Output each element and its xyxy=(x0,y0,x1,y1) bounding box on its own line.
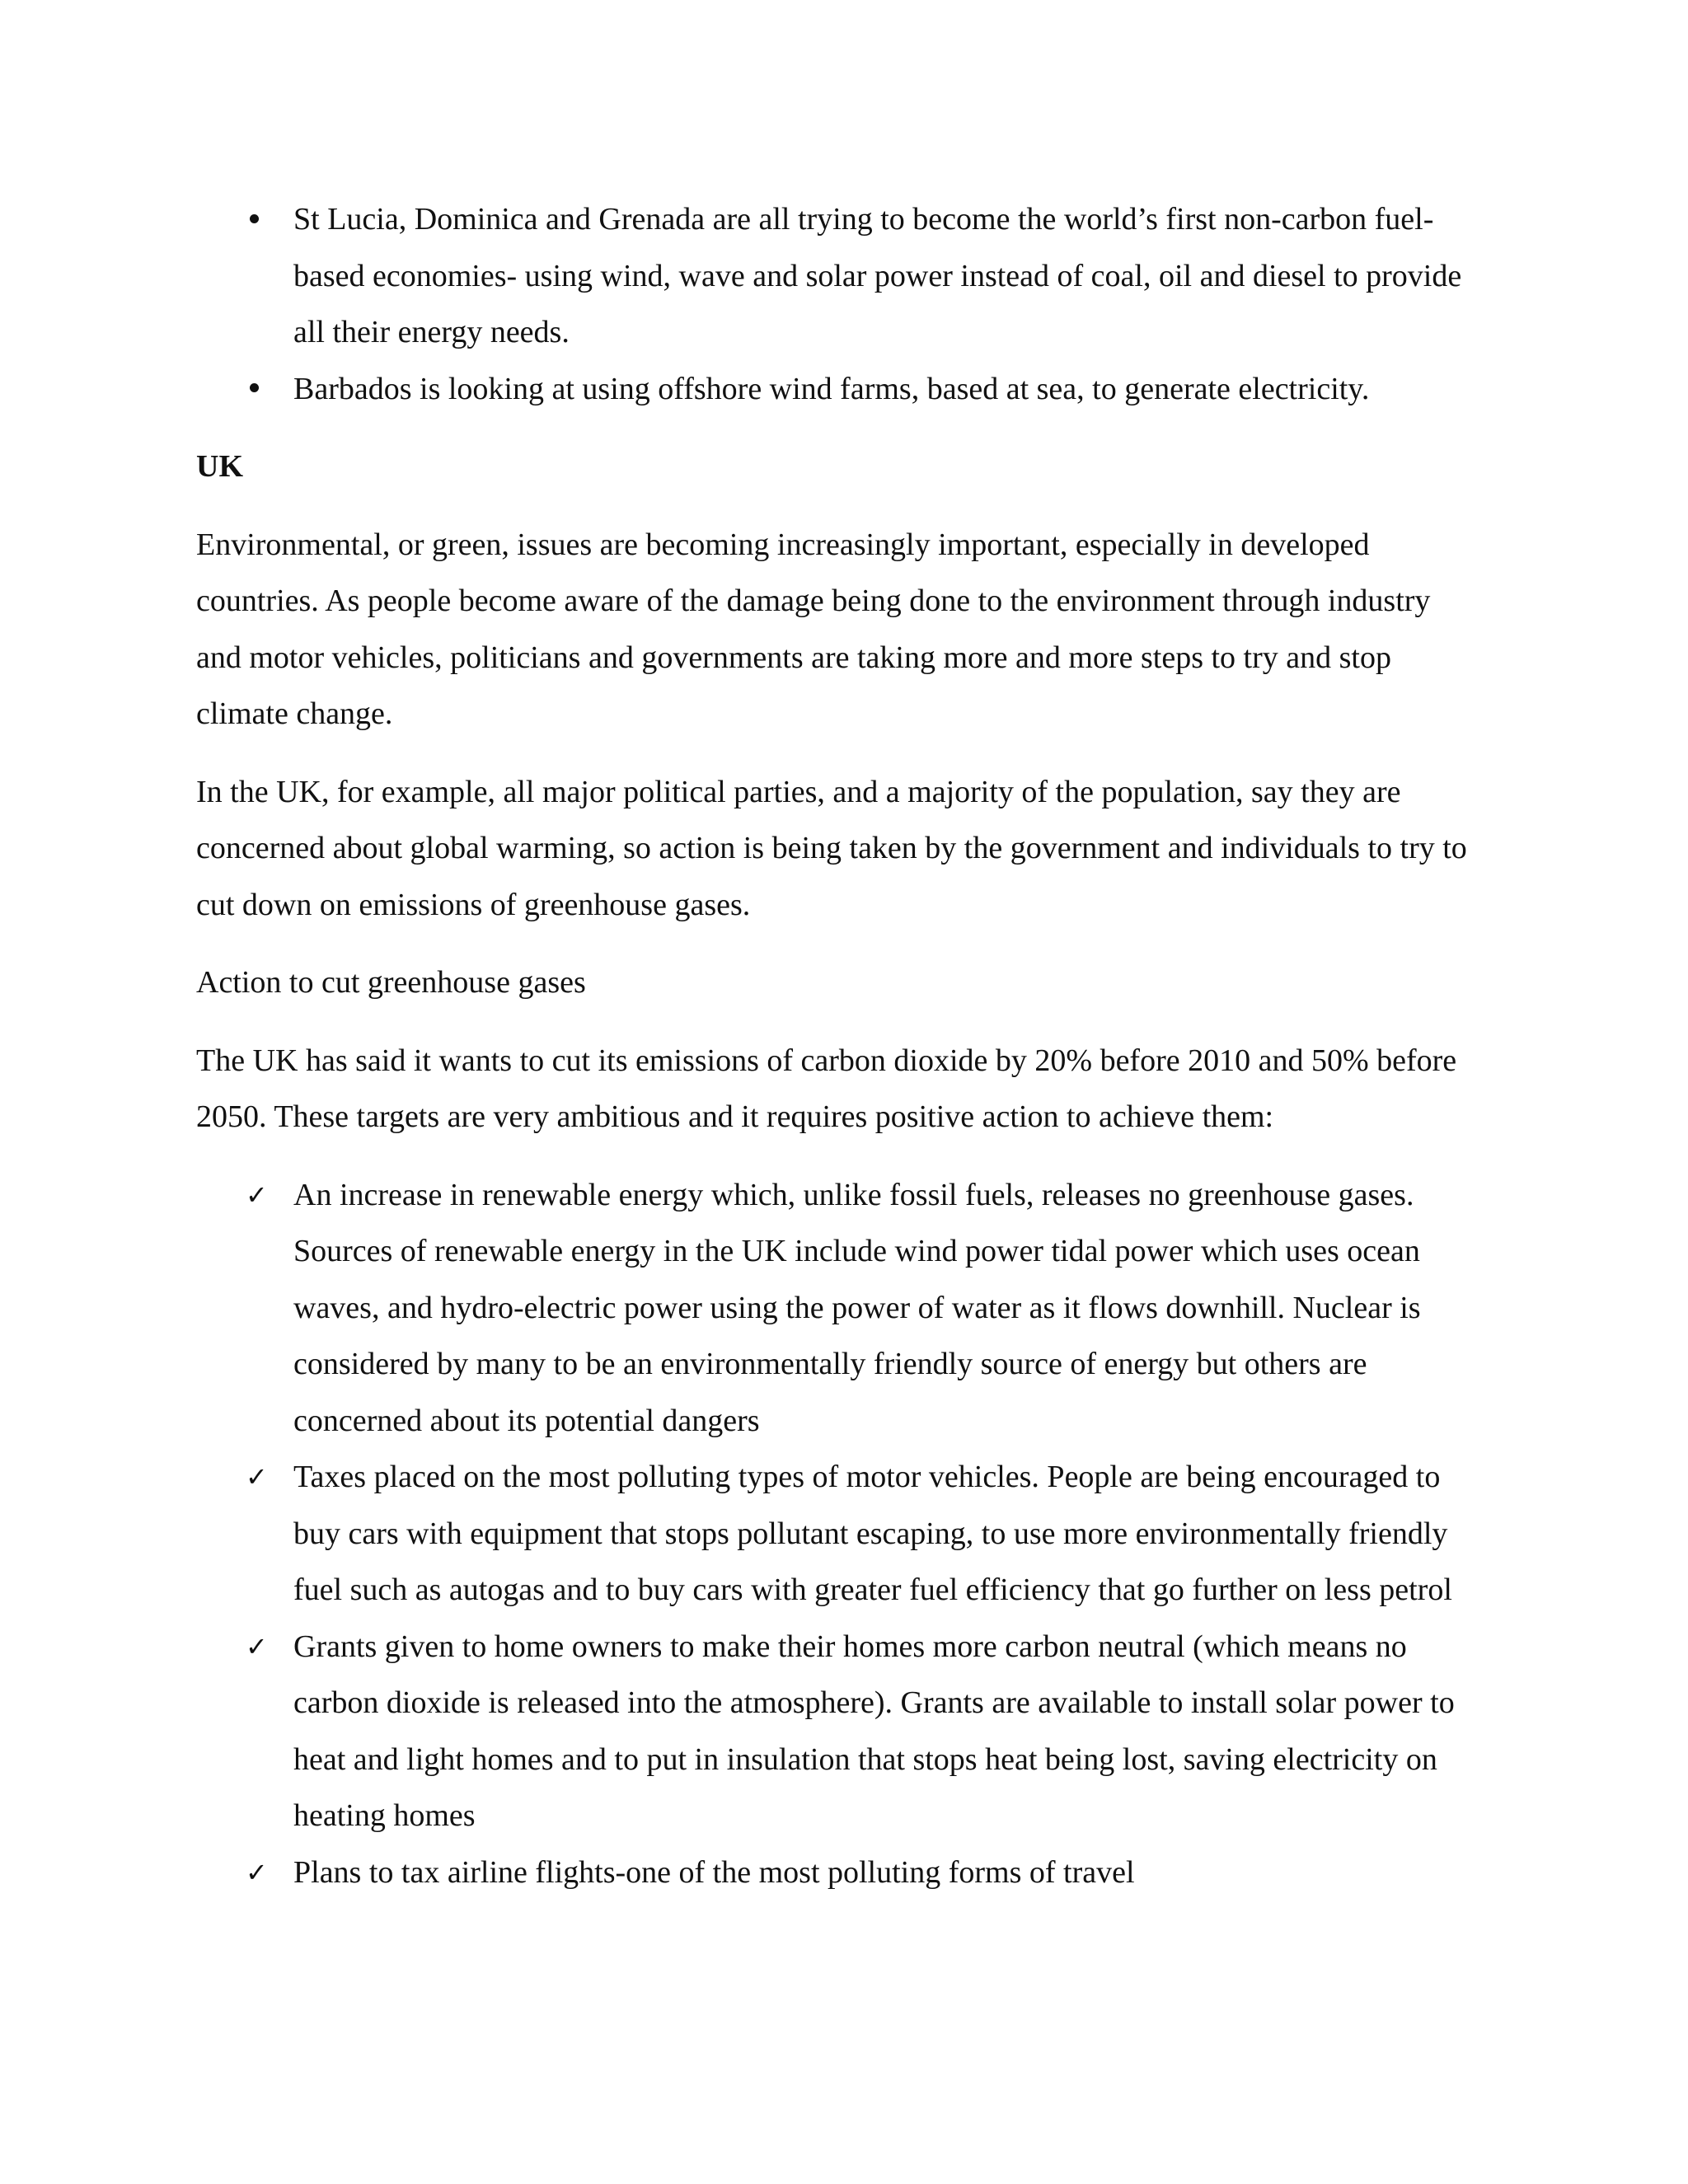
list-item xyxy=(196,191,1482,361)
list-item-text: An increase in renewable energy which, unlike fossil fuels, releases no greenhouse gases. Sources of renewable energy in the UK include wind power tidal power which uses ocean waves, and hydro-electric power using the power of water as it flows downhill. Nuclear is considered by many to be an environmentally friendly source of energy but others are concerned about its potential dangers xyxy=(293,1177,1421,1438)
list-item-text: St Lucia, Dominica and Grenada are all trying to become the world’s first non-carbon fuel-based economies- using wind, wave and solar power instead of coal, oil and diesel to provide all their energy needs. xyxy=(293,202,1462,349)
subheading-action: Action to cut greenhouse gases xyxy=(196,965,586,1000)
list-item xyxy=(196,1619,1482,1844)
bullet-icon xyxy=(246,361,262,418)
paragraph-action-intro: The UK has said it wants to cut its emissions of carbon dioxide by 20% before 2010 and 50% before 2050. These targets are very ambitious and it requires positive action to achieve them: xyxy=(196,1043,1457,1134)
section-heading-uk: UK xyxy=(196,449,243,484)
checkmark-icon: ✓ xyxy=(246,1856,268,1888)
paragraph: Environmental, or green, issues are becoming increasingly important, especially in developed countries. As people become aware of the damage being done to the environment through industry and motor vehicles, politicians and governments are taking more and more steps to try and stop climate change. xyxy=(196,527,1431,731)
checkmark-icon: ✓ xyxy=(246,1179,268,1211)
list-item-text: Taxes placed on the most polluting types of motor vehicles. People are being encouraged to buy cars with equipment that stops pollutant escaping, to use more environmentally friendly fuel such as autogas and to buy cars with greater fuel efficiency that go further on less petrol xyxy=(293,1460,1452,1607)
list-item-text: Grants given to home owners to make their homes more carbon neutral (which means no carbon dioxide is released into the atmosphere). Grants are available to install solar power to heat and light homes and to put in insulation that stops heat being lost, saving electricity on heating homes xyxy=(293,1629,1455,1833)
bullet-icon xyxy=(246,191,262,248)
checkmark-icon: ✓ xyxy=(246,1461,268,1493)
list-item xyxy=(196,361,1482,418)
intro-bullet-list xyxy=(196,191,1482,417)
list-item-text: Plans to tax airline flights-one of the most polluting forms of travel xyxy=(293,1854,1135,1890)
list-item xyxy=(196,1167,1482,1450)
list-item xyxy=(196,1844,1482,1901)
checkmark-icon: ✓ xyxy=(246,1630,268,1662)
list-item-text: Barbados is looking at using offshore wind farms, based at sea, to generate electricity. xyxy=(293,371,1370,406)
action-check-list xyxy=(196,1167,1482,1901)
document-body xyxy=(196,191,1482,1900)
list-item xyxy=(196,1449,1482,1619)
paragraph: In the UK, for example, all major political parties, and a majority of the population, say they are concerned about global warming, so action is being taken by the government and individuals to try to cut down on emissions of greenhouse gases. xyxy=(196,774,1467,922)
